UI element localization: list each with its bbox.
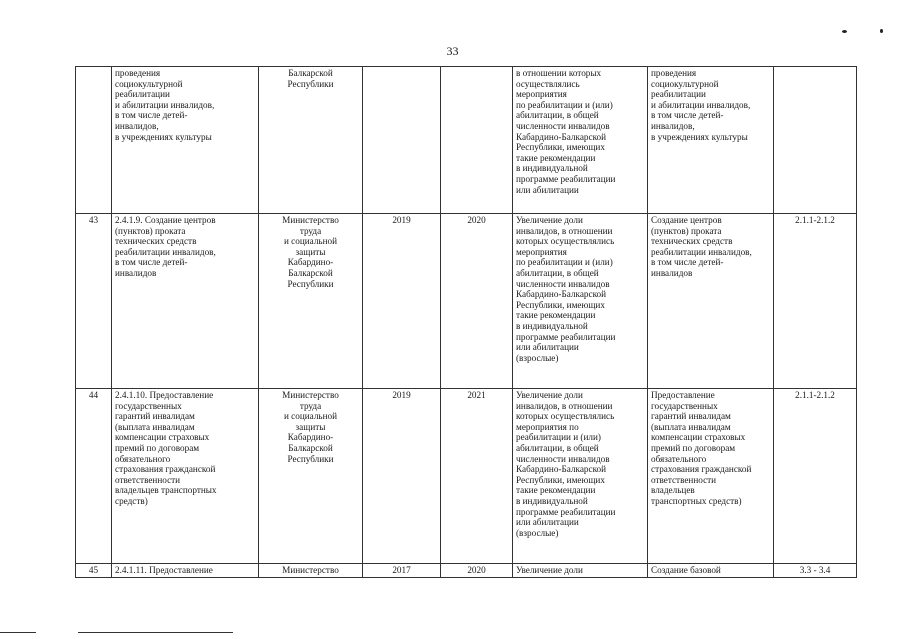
- result-cell: Увеличение доли инвалидов, в отношении которых осуществлялись мероприятия по реабилитации и (или) абилитации, в общей численности инвалидов Кабардино-Балкарской Республики, имеющих такие рекомендации в индивидуальной программе реабилитации или абилитации (взрослые): [513, 389, 648, 564]
- result-cell: Увеличение доли: [513, 564, 648, 578]
- responsible-cell: Министерство труда и социальной защиты Кабардино- Балкарской Республики: [259, 214, 363, 389]
- direction-cell: Предоставление государственных гарантий инвалидам (выплата инвалидам компенсации страховых премий по договорам обязательного страхования гражданской ответственности владельцев транспортных средств): [648, 389, 774, 564]
- indicator-cell: 3.3 - 3.4: [774, 564, 857, 578]
- result-cell: в отношении которых осуществлялись мероприятия по реабилитации и (или) абилитации, в общей численности инвалидов Кабардино-Балкарской Республики, имеющих такие рекомендации в индивидуальной программе реабилитации или абилитации: [513, 67, 648, 214]
- direction-cell: Создание базовой: [648, 564, 774, 578]
- responsible-cell: Министерство труда и социальной защиты Кабардино- Балкарской Республики: [259, 389, 363, 564]
- indicator-cell: 2.1.1-2.1.2: [774, 214, 857, 389]
- end-year-cell: 2020: [441, 564, 513, 578]
- row-number-cell: [76, 67, 112, 214]
- table-row: [76, 67, 857, 214]
- table-row: [76, 564, 857, 578]
- end-year-cell: 2021: [441, 389, 513, 564]
- action-cell: 2.4.1.10. Предоставление государственных гарантий инвалидам (выплата инвалидам компенсации страховых премий по договорам обязательного страхования гражданской ответственности владельцев транспортных средств): [112, 389, 259, 564]
- action-cell: проведения социокультурной реабилитации и абилитации инвалидов, в том числе детей- инвалидов, в учреждениях культуры: [112, 67, 259, 214]
- direction-cell: Создание центров (пунктов) проката технических средств реабилитации инвалидов, в том числе детей- инвалидов: [648, 214, 774, 389]
- action-cell: 2.4.1.9. Создание центров (пунктов) проката технических средств реабилитации инвалидов, в том числе детей- инвалидов: [112, 214, 259, 389]
- scan-speck: [880, 29, 883, 33]
- measures-table: [75, 66, 857, 578]
- table-row: [76, 214, 857, 389]
- indicator-cell: [774, 67, 857, 214]
- indicator-cell: 2.1.1-2.1.2: [774, 389, 857, 564]
- scan-edge-line: [0, 632, 36, 633]
- responsible-cell: Министерство: [259, 564, 363, 578]
- start-year-cell: 2017: [363, 564, 441, 578]
- responsible-cell: Балкарской Республики: [259, 67, 363, 214]
- row-number-cell: 44: [76, 389, 112, 564]
- end-year-cell: [441, 67, 513, 214]
- result-cell: Увеличение доли инвалидов, в отношении которых осуществлялись мероприятия по реабилитации и (или) абилитации, в общей численности инвалидов Кабардино-Балкарской Республики, имеющих такие рекомендации в индивидуальной программе реабилитации или абилитации (взрослые): [513, 214, 648, 389]
- start-year-cell: 2019: [363, 389, 441, 564]
- row-number-cell: 43: [76, 214, 112, 389]
- start-year-cell: [363, 67, 441, 214]
- start-year-cell: 2019: [363, 214, 441, 389]
- page-number: 33: [446, 44, 459, 58]
- scan-speck: [842, 30, 847, 33]
- end-year-cell: 2020: [441, 214, 513, 389]
- scan-edge-line: [78, 632, 233, 633]
- action-cell: 2.4.1.11. Предоставление: [112, 564, 259, 578]
- table-row: [76, 389, 857, 564]
- row-number-cell: 45: [76, 564, 112, 578]
- direction-cell: проведения социокультурной реабилитации и абилитации инвалидов, в том числе детей- инвалидов, в учреждениях культуры: [648, 67, 774, 214]
